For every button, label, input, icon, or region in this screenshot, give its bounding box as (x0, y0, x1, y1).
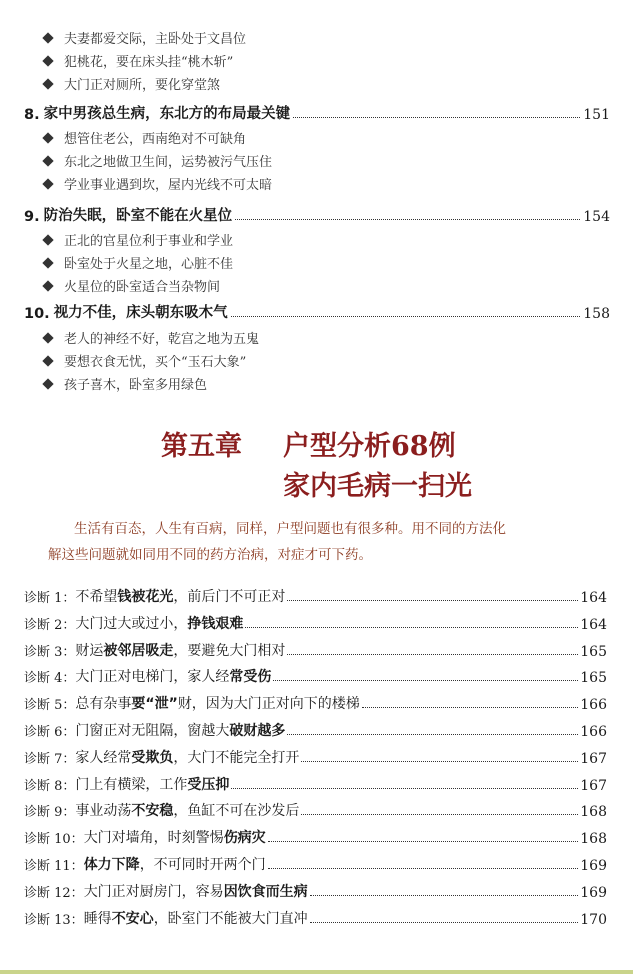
dot-leader (293, 117, 580, 118)
diagnosis-entry[interactable] (24, 691, 607, 713)
list-item: 学业事业遇到坎，屋内光线不可太暗 (44, 172, 272, 195)
diagnosis-emphasis: 不安心 (111, 910, 154, 927)
diagnosis-title: 大门正对电梯门，家人经常受伤 (75, 669, 272, 686)
list-item: 老人的神经不好，乾宫之地为五鬼 (44, 326, 259, 349)
diagnosis-emphasis: 不安稳 (131, 803, 174, 820)
diamond-bullet-icon (42, 55, 53, 66)
chapter-number: 第五章 (161, 431, 242, 462)
diagnosis-page-number: 164 (580, 590, 607, 606)
diagnosis-title: 不希望钱被花光，前后门不可正对 (75, 589, 286, 605)
chapter-intro: 生活有百态，人生有百病，同样，户型问题也有很多种。用不同的方法化 解这些问题就如同用不同的药方治病，对症才可下药。 (48, 521, 506, 563)
diagnosis-label: 诊断 10： (24, 832, 84, 848)
toc-entry-title: 视力不佳，床头朝东吸木气 (53, 305, 228, 321)
diagnosis-title: 家人经常受欺负，大门不能完全打开 (75, 749, 300, 766)
toc-page-number: 158 (583, 306, 610, 322)
diagnosis-title: 体力下降，不可同时开两个门 (83, 857, 266, 873)
diagnosis-page-number: 168 (580, 831, 607, 848)
diagnosis-entry[interactable] (24, 852, 607, 874)
diagnosis-entry[interactable] (24, 798, 607, 820)
dot-leader (301, 761, 578, 762)
diagnosis-page-number: 169 (580, 858, 607, 874)
diamond-bullet-icon (42, 234, 53, 245)
dot-leader (235, 219, 580, 220)
diagnosis-label: 诊断 3： (24, 644, 76, 660)
diagnosis-title: 大门对墙角，时刻警惕伤病灾 (83, 830, 266, 847)
diagnosis-label: 诊断 11： (24, 859, 84, 874)
diagnosis-label: 诊断 5： (24, 698, 76, 714)
list-item: 正北的官星位利于事业和学业 (44, 228, 233, 251)
diagnosis-page-number: 166 (580, 724, 607, 740)
diagnosis-title: 大门过大或过小，挣钱艰难 (75, 615, 244, 632)
diagnosis-page-number: 166 (580, 697, 607, 714)
dot-leader (287, 654, 578, 655)
diagnosis-entry[interactable] (24, 584, 607, 606)
diagnosis-title: 大门正对厨房门，容易因饮食而生病 (83, 883, 308, 900)
list-item: 卧室处于火星之地，心脏不佳 (44, 251, 233, 274)
diagnosis-entry[interactable] (24, 906, 607, 928)
list-item: 孩子喜木，卧室多用绿色 (44, 372, 259, 395)
dot-leader (273, 680, 578, 681)
diagnosis-title: 总有杂事要“泄”财，因为大门正对向下的楼梯 (75, 696, 360, 713)
diagnosis-label: 诊断 6： (24, 725, 76, 740)
diagnosis-page-number: 168 (580, 804, 607, 821)
dot-leader (362, 707, 578, 708)
diagnosis-title: 门窗正对无阻隔，窗越大破财越多 (75, 723, 286, 739)
dot-leader (245, 627, 578, 628)
diamond-bullet-icon (42, 280, 53, 291)
diagnosis-emphasis: 钱被花光 (117, 589, 174, 605)
diamond-bullet-icon (42, 332, 53, 343)
chapter-subheading (0, 464, 633, 500)
diagnosis-page-number: 167 (580, 750, 607, 767)
diagnosis-emphasis: 受欺负 (131, 749, 174, 766)
dot-leader (287, 600, 578, 601)
diagnosis-emphasis: 破财越多 (229, 723, 286, 739)
diagnosis-page-number: 167 (580, 777, 607, 794)
diagnosis-title: 事业动荡不安稳，鱼缸不可在沙发后 (75, 803, 300, 820)
diamond-bullet-icon (42, 32, 53, 43)
dot-leader (231, 316, 581, 317)
diagnosis-page-number: 165 (580, 670, 607, 687)
diagnosis-page-number: 164 (580, 616, 607, 633)
bullet-list (44, 26, 246, 95)
dot-leader (310, 922, 579, 923)
diagnosis-emphasis: 要“泄” (131, 696, 178, 713)
diagnosis-label: 诊断 8： (24, 778, 76, 794)
diagnosis-entry[interactable] (24, 772, 607, 794)
diagnosis-entry[interactable] (24, 611, 607, 633)
diamond-bullet-icon (42, 178, 53, 189)
diagnosis-entry[interactable] (24, 638, 607, 660)
toc-entry[interactable]: 8. 家中男孩总生病，东北方的布局最关键 151 (24, 99, 610, 123)
list-item: 想管住老公，西南绝对不可缺角 (44, 126, 272, 149)
dot-leader (301, 814, 578, 815)
diagnosis-entry[interactable] (24, 825, 607, 847)
list-item: 东北之地做卫生间，运势被污气压住 (44, 149, 272, 172)
diagnosis-label: 诊断 7： (24, 751, 76, 767)
diamond-bullet-icon (42, 155, 53, 166)
list-item: 夫妻都爱交际，主卧处于文昌位 (44, 26, 246, 49)
diagnosis-emphasis: 挣钱艰难 (187, 615, 244, 632)
page-bottom-strip (0, 970, 633, 974)
chapter-title-line2: 家内毛病一扫光 (283, 471, 472, 502)
diagnosis-emphasis: 体力下降 (83, 857, 140, 873)
diagnosis-emphasis: 受压抑 (187, 776, 230, 793)
diagnosis-label: 诊断 13： (24, 912, 84, 928)
diagnosis-emphasis: 伤病灾 (223, 830, 266, 847)
diamond-bullet-icon (42, 257, 53, 268)
dot-leader (268, 841, 579, 842)
diagnosis-entry[interactable] (24, 879, 607, 901)
toc-page-number: 151 (583, 107, 610, 123)
diagnosis-title: 门上有横梁，工作受压抑 (75, 776, 230, 793)
dot-leader (268, 868, 579, 869)
diagnosis-emphasis: 因饮食而生病 (223, 883, 308, 900)
list-item: 要想衣食无忧，买个“玉石大象” (44, 349, 259, 372)
toc-page-number: 154 (583, 209, 610, 225)
diagnosis-label: 诊断 4： (24, 671, 76, 687)
toc-entry-title: 防治失眠，卧室不能在火星位 (43, 208, 233, 224)
bullet-list (44, 228, 233, 297)
diagnosis-page-number: 170 (580, 911, 607, 928)
list-item: 犯桃花，要在床头挂“桃木斩” (44, 49, 246, 72)
diagnosis-entry[interactable] (24, 745, 607, 767)
bullet-list (44, 126, 272, 195)
dot-leader (287, 734, 578, 735)
toc-entry-title: 家中男孩总生病，东北方的布局最关键 (43, 106, 291, 122)
toc-entry[interactable]: 10. 视力不佳，床头朝东吸木气 158 (24, 298, 610, 322)
diagnosis-label: 诊断 2： (24, 617, 76, 633)
diamond-bullet-icon (42, 78, 53, 89)
list-item: 火星位的卧室适合当杂物间 (44, 274, 233, 297)
diagnosis-emphasis: 常受伤 (229, 669, 272, 686)
list-item: 大门正对厕所，要化穿堂煞 (44, 72, 246, 95)
bullet-list (44, 326, 259, 395)
diagnosis-label: 诊断 9： (24, 805, 76, 821)
diamond-bullet-icon (42, 378, 53, 389)
chapter-title-line1: 户型分析68例 (283, 431, 456, 462)
chapter-heading (0, 424, 633, 460)
diagnosis-entry[interactable] (24, 664, 607, 686)
diagnosis-label: 诊断 12： (24, 885, 84, 901)
diagnosis-page-number: 165 (580, 643, 607, 660)
diagnosis-label: 诊断 1： (24, 591, 76, 606)
diamond-bullet-icon (42, 132, 53, 143)
diagnosis-title: 财运被邻居吸走，要避免大门相对 (75, 642, 286, 659)
diamond-bullet-icon (42, 355, 53, 366)
dot-leader (231, 788, 578, 789)
dot-leader (310, 895, 579, 896)
diagnosis-emphasis: 被邻居吸走 (103, 642, 174, 659)
toc-entry[interactable]: 9. 防治失眠，卧室不能在火星位 154 (24, 201, 610, 225)
diagnosis-page-number: 169 (580, 884, 607, 901)
diagnosis-title: 睡得不安心，卧室门不能被大门直冲 (83, 910, 308, 927)
diagnosis-entry[interactable] (24, 718, 607, 740)
